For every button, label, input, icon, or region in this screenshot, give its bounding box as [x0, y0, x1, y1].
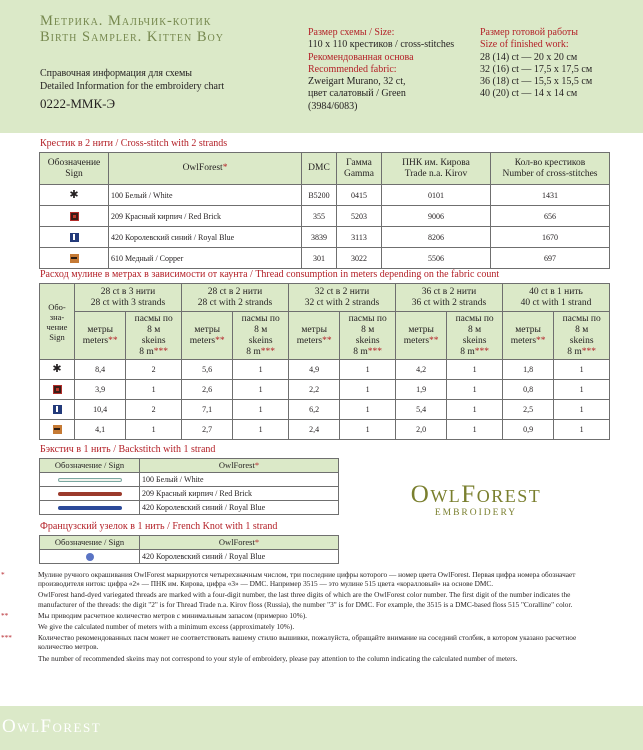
col-skeins: пасмы по 8 м skeins 8 m*** [126, 312, 182, 360]
dmc-value: 3839 [302, 227, 337, 248]
red-line-symbol-icon [58, 492, 122, 496]
table-subheader-row [40, 312, 610, 360]
pnk-value: 9006 [382, 206, 491, 227]
skeins-value: 1 [554, 420, 610, 440]
footnotes [1, 570, 610, 664]
table-row [40, 550, 339, 564]
asterisk-symbol-icon: ✱ [69, 188, 79, 201]
red-square-symbol-icon [70, 212, 79, 221]
skeins-value: 2 [126, 360, 182, 380]
blue-line-symbol-icon [58, 506, 122, 510]
col-meters: метры meters** [75, 312, 126, 360]
sign-cell [40, 227, 109, 248]
col-sign: Обо- зна- чение Sign [40, 284, 75, 360]
skeins-value: 1 [447, 400, 503, 420]
dmc-value: 301 [302, 248, 337, 269]
consumption-section-title: Расход мулине в метрах в зависимости от каунта / Thread consumption in meters depending on the fabric count [40, 269, 500, 280]
fabric-label-ru: Рекомендованная основа [308, 51, 414, 63]
thread-name: 209 Красный кирпич / Red Brick [140, 487, 339, 501]
group-header: 40 ct в 1 нить 40 ct with 1 strand [502, 284, 609, 312]
meters-value: 2,2 [288, 380, 339, 400]
meters-value: 10,4 [75, 400, 126, 420]
col-skeins: пасмы по 8 м skeins 8 m*** [340, 312, 396, 360]
ref-ru: Справочная информация для схемы [40, 68, 193, 79]
sign-cell [40, 400, 75, 420]
gamma-value: 3022 [337, 248, 382, 269]
table-row [40, 400, 610, 420]
table-row [40, 206, 610, 227]
table-row [40, 227, 610, 248]
group-header: 32 ct в 2 нити 32 ct with 2 strands [288, 284, 395, 312]
sign-cell [40, 420, 75, 440]
meters-value: 4,1 [75, 420, 126, 440]
thread-name: 100 Белый / White [109, 185, 302, 206]
sign-cell [40, 501, 140, 515]
meters-value: 8,4 [75, 360, 126, 380]
sign-cell [40, 360, 75, 380]
thread-name: 209 Красный кирпич / Red Brick [109, 206, 302, 227]
group-header: 28 ct в 3 нити 28 ct with 3 strands [75, 284, 182, 312]
meters-value: 5,4 [395, 400, 446, 420]
col-skeins: пасмы по 8 м skeins 8 m*** [447, 312, 503, 360]
col-meters: метры meters** [181, 312, 232, 360]
sign-cell [40, 473, 140, 487]
blue-dot-symbol-icon [86, 553, 94, 561]
col-owlforest: OwlForest* [109, 153, 302, 185]
page-title [40, 13, 224, 45]
thread-name: 100 Белый / White [140, 473, 339, 487]
chart-code: 0222-ММК-Э [40, 96, 116, 111]
thread-name: 420 Королевский синий / Royal Blue [140, 501, 339, 515]
skeins-value: 1 [233, 400, 289, 420]
reference-info [40, 68, 224, 93]
skeins-value: 1 [340, 380, 396, 400]
skeins-value: 1 [126, 420, 182, 440]
header-band [0, 0, 643, 133]
skeins-value: 1 [233, 380, 289, 400]
blue-square-symbol-icon [70, 233, 79, 242]
table-header-row [40, 284, 610, 312]
backstitch-section-title: Бэкстич в 1 нить / Backstitch with 1 strand [40, 444, 216, 455]
col-sign: Обозначение Sign [40, 153, 109, 185]
footnote-2: ** Мы приводим расчетное количество метров с минимальным запасом (примерно 10%). We give the calculated number of meters with a minimum excess (approximately 10%). [1, 610, 307, 632]
col-pnk: ПНК им. Кирова Trade n.a. Kirov [382, 153, 491, 185]
size-value: 110 х 110 крестиков / cross-stitches [308, 39, 455, 51]
ref-en: Detailed Information for the embroidery chart [40, 80, 225, 92]
group-header: 28 ct в 2 нити 28 ct with 2 strands [181, 284, 288, 312]
blue-square-symbol-icon [53, 405, 62, 414]
sign-cell [40, 487, 140, 501]
title-ru: Метрика. Мальчик-котик [40, 13, 212, 29]
french-knot-table [39, 535, 339, 564]
thread-name: 420 Королевский синий / Royal Blue [140, 550, 339, 564]
group-header: 36 ct в 2 нити 36 ct with 2 strands [395, 284, 502, 312]
owlforest-logo [400, 482, 552, 518]
count-value: 1431 [491, 185, 610, 206]
consumption-table [39, 283, 610, 440]
skeins-value: 1 [447, 380, 503, 400]
copper-square-symbol-icon [70, 254, 79, 263]
count-value: 1670 [491, 227, 610, 248]
copper-square-symbol-icon [53, 425, 62, 434]
meters-value: 2,7 [181, 420, 232, 440]
sign-cell [40, 380, 75, 400]
skeins-value: 1 [554, 380, 610, 400]
table-row [40, 185, 610, 206]
table-header-row [40, 459, 339, 473]
backstitch-table [39, 458, 339, 515]
finished-size-item: 32 (16) ct — 17,5 х 17,5 см [480, 63, 593, 75]
footnote-1: * Мулине ручного окрашивания OwlForest маркируются четырехзначным числом, три последние цифры которого — номер цвета OwlForest. Первая цифра номера обозначает производителя ниток: цифра «2» — ПНК им. Кирова, цифра «3» — DMC. Например 3515 — это мулине 515 цвета «коралловый» на основе DMC. OwlForest hand-dyed variegated threads are marked with a four-digit number, the last three digits of which are the OwlForest color number. The first digit of the number indicates the manufacturer of the threads: the digit "2" is for Thread Trade n.a. Kirov floss (Russia), the number "3" is for DMC. For example, the 3515 is a DMC-based floss 515 "Coralline" color. [1, 570, 576, 609]
col-meters: метры meters** [395, 312, 446, 360]
col-gamma: Гамма Gamma [337, 153, 382, 185]
meters-value: 1,9 [395, 380, 446, 400]
col-sign: Обозначение / Sign [40, 459, 140, 473]
col-meters: метры meters** [502, 312, 553, 360]
logo-sub: EMBROIDERY [434, 508, 518, 518]
footer-band [0, 706, 643, 750]
col-count: Кол-во крестиков Number of cross-stitches [491, 153, 610, 185]
skeins-value: 1 [340, 400, 396, 420]
skeins-value: 1 [554, 400, 610, 420]
table-row [40, 487, 339, 501]
col-owlforest: OwlForest* [140, 459, 339, 473]
meters-value: 0,8 [502, 380, 553, 400]
col-sign: Обозначение / Sign [40, 536, 140, 550]
sign-cell [40, 206, 109, 227]
meters-value: 3,9 [75, 380, 126, 400]
table-row [40, 473, 339, 487]
skeins-value: 1 [447, 360, 503, 380]
dmc-value: 355 [302, 206, 337, 227]
skeins-value: 1 [233, 420, 289, 440]
dmc-value: B5200 [302, 185, 337, 206]
table-row [40, 360, 610, 380]
meters-value: 2,5 [502, 400, 553, 420]
meters-value: 6,2 [288, 400, 339, 420]
skeins-value: 1 [447, 420, 503, 440]
skeins-value: 1 [554, 360, 610, 380]
cross-stitch-table [39, 152, 610, 269]
col-dmc: DMC [302, 153, 337, 185]
table-row [40, 380, 610, 400]
fabric-value: цвет салатовый / Green [308, 88, 406, 100]
thread-name: 420 Королевский синий / Royal Blue [109, 227, 302, 248]
table-row [40, 501, 339, 515]
col-skeins: пасмы по 8 м skeins 8 m*** [233, 312, 289, 360]
meters-value: 2,0 [395, 420, 446, 440]
pnk-value: 0101 [382, 185, 491, 206]
size-label: Размер схемы / Size: [308, 27, 395, 38]
table-row [40, 420, 610, 440]
meters-value: 7,1 [181, 400, 232, 420]
title-en: Birth Sampler. Kitten Boy [40, 29, 224, 45]
meters-value: 0,9 [502, 420, 553, 440]
table-header-row [40, 536, 339, 550]
asterisk-symbol-icon: ✱ [52, 363, 62, 375]
table-row [40, 248, 610, 269]
col-owlforest: OwlForest* [140, 536, 339, 550]
pnk-value: 5506 [382, 248, 491, 269]
french-knot-section-title: Французский узелок в 1 нить / French Knot with 1 strand [40, 521, 278, 532]
count-value: 697 [491, 248, 610, 269]
skeins-value: 1 [340, 360, 396, 380]
fabric-label-en: Recommended fabric: [308, 63, 397, 75]
cross-section-title: Крестик в 2 нити / Cross-stitch with 2 strands [40, 138, 228, 149]
fabric-value: Zweigart Murano, 32 ct, [308, 76, 406, 88]
finished-label-ru: Размер готовой работы [480, 27, 579, 38]
finished-size [480, 27, 640, 101]
logo-main: OwlForest [410, 481, 542, 508]
skeins-value: 1 [126, 380, 182, 400]
table-header-row [40, 153, 610, 185]
col-skeins: пасмы по 8 м skeins 8 m*** [554, 312, 610, 360]
count-value: 656 [491, 206, 610, 227]
footer-logo: OwlForest [2, 716, 102, 737]
skeins-value: 1 [340, 420, 396, 440]
skeins-value: 2 [126, 400, 182, 420]
finished-label-en: Size of finished work: [480, 39, 569, 51]
sign-cell [40, 550, 140, 564]
pnk-value: 8206 [382, 227, 491, 248]
meters-value: 1,8 [502, 360, 553, 380]
meters-value: 2,4 [288, 420, 339, 440]
chart-size-fabric [308, 27, 478, 113]
meters-value: 4,2 [395, 360, 446, 380]
gamma-value: 5203 [337, 206, 382, 227]
white-line-symbol-icon [58, 478, 122, 482]
gamma-value: 3113 [337, 227, 382, 248]
finished-size-item: 40 (20) ct — 14 х 14 см [480, 88, 578, 100]
thread-name: 610 Медный / Copper [109, 248, 302, 269]
finished-size-item: 28 (14) ct — 20 х 20 см [480, 51, 578, 63]
sign-cell [40, 185, 109, 206]
footnote-3: *** Количество рекомендованных пасм может не соответствовать вашему стилю вышивки, пожалуйста, обращайте внимание на соседний столбик, в котором указано расчетное количество метров. The number of recommended skeins may not correspond to your style of embroidery, please pay attention to the column indicating the calculated number of meters. [1, 633, 577, 663]
fabric-value: (3984/6083) [308, 100, 358, 112]
sign-cell [40, 248, 109, 269]
meters-value: 2,6 [181, 380, 232, 400]
col-meters: метры meters** [288, 312, 339, 360]
finished-size-item: 36 (18) ct — 15,5 х 15,5 см [480, 76, 593, 88]
red-square-symbol-icon [53, 385, 62, 394]
meters-value: 5,6 [181, 360, 232, 380]
gamma-value: 0415 [337, 185, 382, 206]
meters-value: 4,9 [288, 360, 339, 380]
skeins-value: 1 [233, 360, 289, 380]
